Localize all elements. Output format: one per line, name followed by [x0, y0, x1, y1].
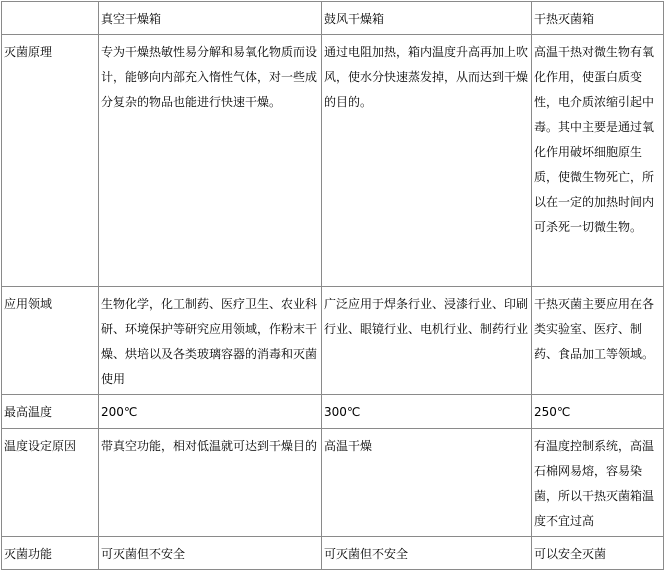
table-cell: 可以安全灭菌 — [532, 537, 664, 570]
row-label: 温度设定原因 — [2, 429, 99, 537]
row-label: 灭菌功能 — [2, 537, 99, 570]
table-row — [2, 35, 664, 287]
table-row — [2, 395, 664, 429]
table-row — [2, 287, 664, 395]
comparison-table — [1, 1, 664, 570]
table-cell: 通过电阻加热，箱内温度升高再加上吹风，使水分快速蒸发掉，从而达到干燥的目的。 — [322, 35, 532, 287]
table-cell: 专为干燥热敏性易分解和易氧化物质而设计，能够向内部充入惰性气体，对一些成分复杂的物品也能进行快速干燥。 — [99, 35, 322, 287]
table-cell: 高温干热对微生物有氧化作用，使蛋白质变性，电介质浓缩引起中毒。其中主要是通过氧化作用破坏细胞原生质，使微生物死亡，所以在一定的加热时间内可杀死一切微生物。 — [532, 35, 664, 287]
table-row — [2, 537, 664, 570]
header-cell-empty — [2, 2, 99, 35]
table-cell: 干热灭菌主要应用在各类实验室、医疗、制药、食品加工等领域。 — [532, 287, 664, 395]
table-cell: 高温干燥 — [322, 429, 532, 537]
row-label: 灭菌原理 — [2, 35, 99, 287]
table-cell: 200℃ — [99, 395, 322, 429]
row-label: 应用领域 — [2, 287, 99, 395]
header-cell-dry-heat-sterilizer: 干热灭菌箱 — [532, 2, 664, 35]
header-cell-vacuum-oven: 真空干燥箱 — [99, 2, 322, 35]
table-cell: 带真空功能，相对低温就可达到干燥目的 — [99, 429, 322, 537]
table-row — [2, 429, 664, 537]
row-label: 最高温度 — [2, 395, 99, 429]
table-cell: 可灭菌但不安全 — [99, 537, 322, 570]
table-cell: 可灭菌但不安全 — [322, 537, 532, 570]
table-cell: 有温度控制系统，高温石棉网易熔，容易染菌，所以干热灭菌箱温度不宜过高 — [532, 429, 664, 537]
table-cell: 300℃ — [322, 395, 532, 429]
header-row — [2, 2, 664, 35]
table-cell: 广泛应用于焊条行业、浸漆行业、印刷行业、眼镜行业、电机行业、制药行业 — [322, 287, 532, 395]
table-cell: 生物化学，化工制药、医疗卫生、农业科研、环境保护等研究应用领域，作粉末干燥、烘培以及各类玻璃容器的消毒和灭菌使用 — [99, 287, 322, 395]
header-cell-blast-oven: 鼓风干燥箱 — [322, 2, 532, 35]
table-cell: 250℃ — [532, 395, 664, 429]
